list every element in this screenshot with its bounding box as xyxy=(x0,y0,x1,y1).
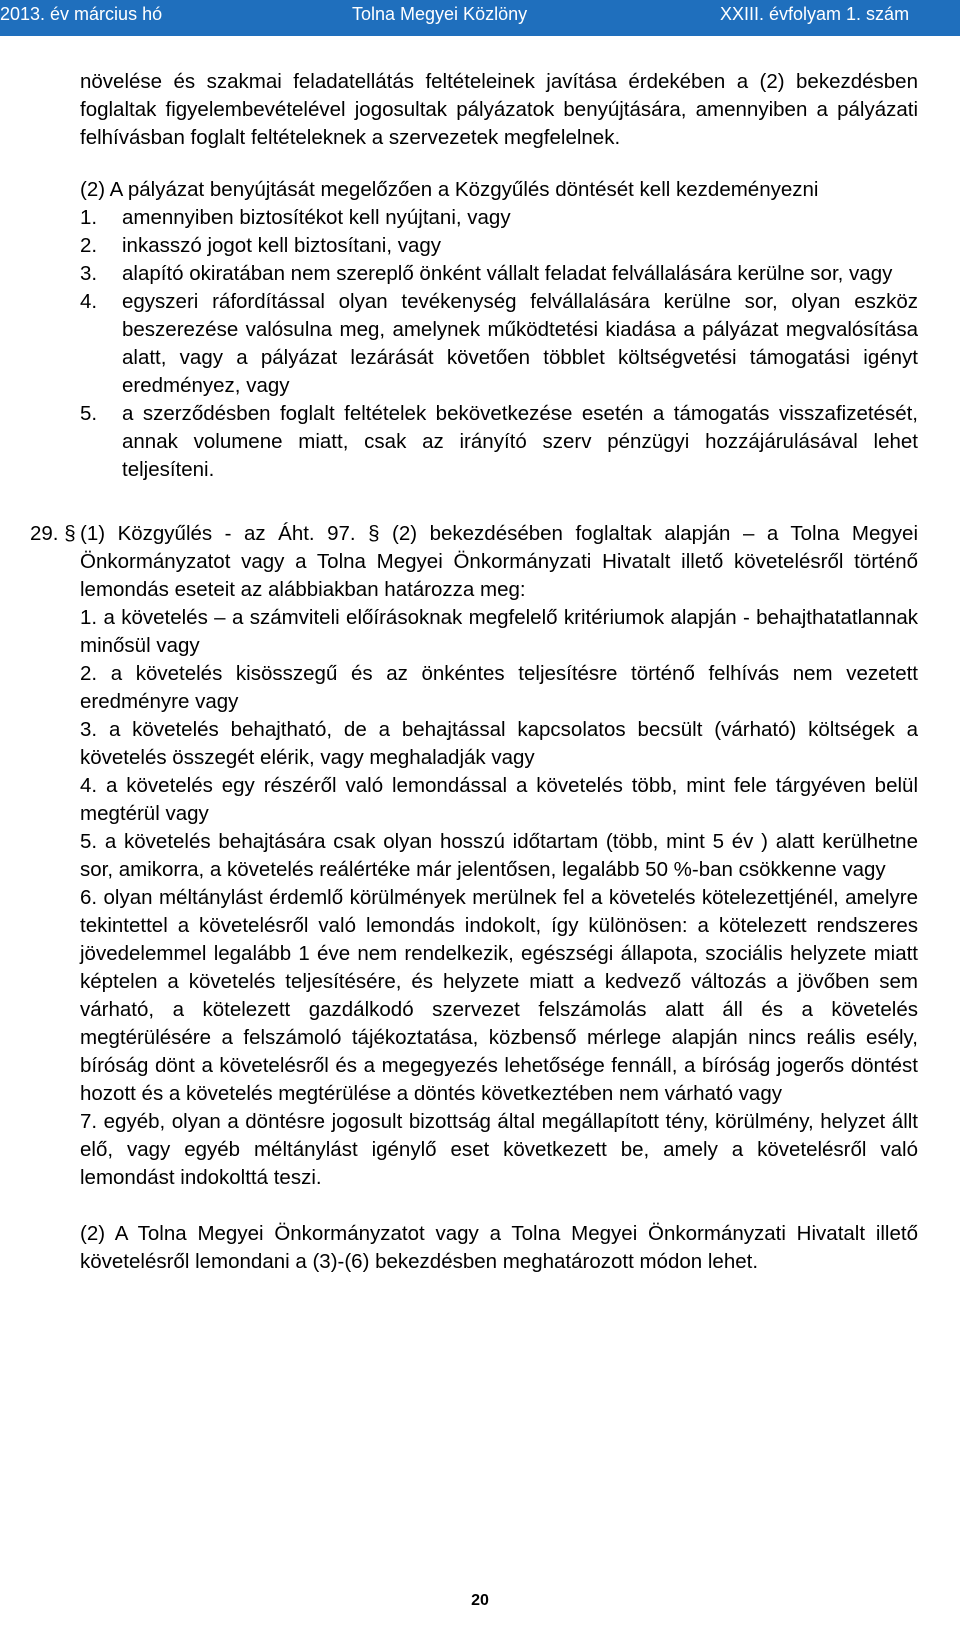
header-date: 2013. év március hó xyxy=(0,4,163,24)
document-body xyxy=(30,68,918,1276)
list-item: 3. a követelés behajtható, de a behajtással kapcsolatos becsült (várható) költségek a követelés összegét elérik, vagy meghaladják vagy xyxy=(80,718,918,769)
list-item: 4. a követelés egy részéről való lemondással a követelés több, mint fele tárgyéven belül megtérül vagy xyxy=(80,774,918,825)
list-item: 2. inkasszó jogot kell biztosítani, vagy xyxy=(80,234,442,257)
list-item: 5. a követelés behajtására csak olyan hosszú időtartam (több, mint 5 év ) alatt kerülhetne sor, amikorra, a követelés reálértéke már jelentősen, legalább 50 %-ban csökkenne vagy xyxy=(80,830,918,881)
section29-intro: (1) Közgyűlés - az Áht. 97. § (2) bekezdésében foglaltak alapján – a Tolna Megyei Önkormányzatot vagy a Tolna Megyei Önkormányzati Hivatalt illető követelésről történő lemondás eseteit az alábbiakban határozza meg: xyxy=(80,522,918,601)
section2-heading: (2) A pályázat benyújtását megelőzően a Közgyűlés döntését kell kezdeményezni xyxy=(80,178,819,201)
list-item: 4. egyszeri ráfordítással olyan tevékenység felvállalására kerülne sor, olyan eszköz beszerezése valósulna meg, amelynek működtetési kiadása a pályázat megvalósítása alatt, vagy a pályázat lezárását követően többlet költségvetési támogatási igényt eredményez, vagy xyxy=(80,290,918,397)
page-header xyxy=(0,0,960,36)
intro-paragraph: növelése és szakmai feladatellátás feltételeinek javítása érdekében a (2) bekezdésben foglaltak figyelembevételével jogosultak pályázatok benyújtására, amennyiben a pályázati felhívásban foglalt feltételeknek a szervezetek megfelelnek. xyxy=(80,70,918,149)
section-29 xyxy=(30,520,918,1276)
list-item: 3. alapító okiratában nem szereplő önként vállalt feladat felvállalására kerülne sor, vagy xyxy=(80,262,893,285)
list-item: 2. a követelés kisösszegű és az önkéntes teljesítésre történő felhívás nem vezetett eredményre vagy xyxy=(80,662,918,713)
header-publication: Tolna Megyei Közlöny xyxy=(352,4,528,24)
section29-list xyxy=(80,604,918,1192)
page-number: 20 xyxy=(471,1592,489,1609)
list-item: 5. a szerződésben foglalt feltételek bekövetkezése esetén a támogatás visszafizetését, annak volumene miatt, csak az irányító szerv pénzügyi hozzájárulásával lehet teljesíteni. xyxy=(80,402,918,481)
list-item: 6. olyan méltánylást érdemlő körülmények merülnek fel a követelés kötelezettjénél, amelyre tekintettel a követelésről való lemondás indokolt, így különösen: a kötelezett rendszeres jövedelemmel legalább 1 éve nem rendelkezik, egészségi állapota, szociális helyzete miatt képtelen a követelés teljesítésére, és helyzete miatt a kedvező változás a jövőben sem várható, a kötelezett gazdálkodó szervezet felszámolás alatt áll és a követelés megtérülésére a felszámoló tájékoztatása, közbenső mérlege alapján nincs reális esély, bíróság dönt a követelésről és a megegyezés lehetősége fennáll, a bíróság jogerős döntést hozott és a követelés megtérülése a döntés következtében nem várható vagy xyxy=(80,886,918,1105)
list-item: 7. egyéb, olyan a döntésre jogosult bizottság által megállapított tény, körülmény, helyzet állt elő, vagy egyéb méltánylást igénylő eset következett be, amely a követelésről való lemondást indokolttá teszi. xyxy=(80,1110,918,1189)
list-item: 1. a követelés – a számviteli előírásoknak megfelelő kritériumok alapján - behajthatatlannak minősül vagy xyxy=(80,606,918,657)
header-volume: XXIII. évfolyam 1. szám xyxy=(720,4,910,24)
section2-list xyxy=(80,204,918,484)
list-item: 1. amennyiben biztosítékot kell nyújtani, vagy xyxy=(80,206,511,229)
section-number: 29. § xyxy=(30,522,76,545)
section29-paragraph-2: (2) A Tolna Megyei Önkormányzatot vagy a Tolna Megyei Önkormányzati Hivatalt illető követelésről lemondani a (3)-(6) bekezdésben meghatározott módon lehet. xyxy=(80,1222,918,1273)
